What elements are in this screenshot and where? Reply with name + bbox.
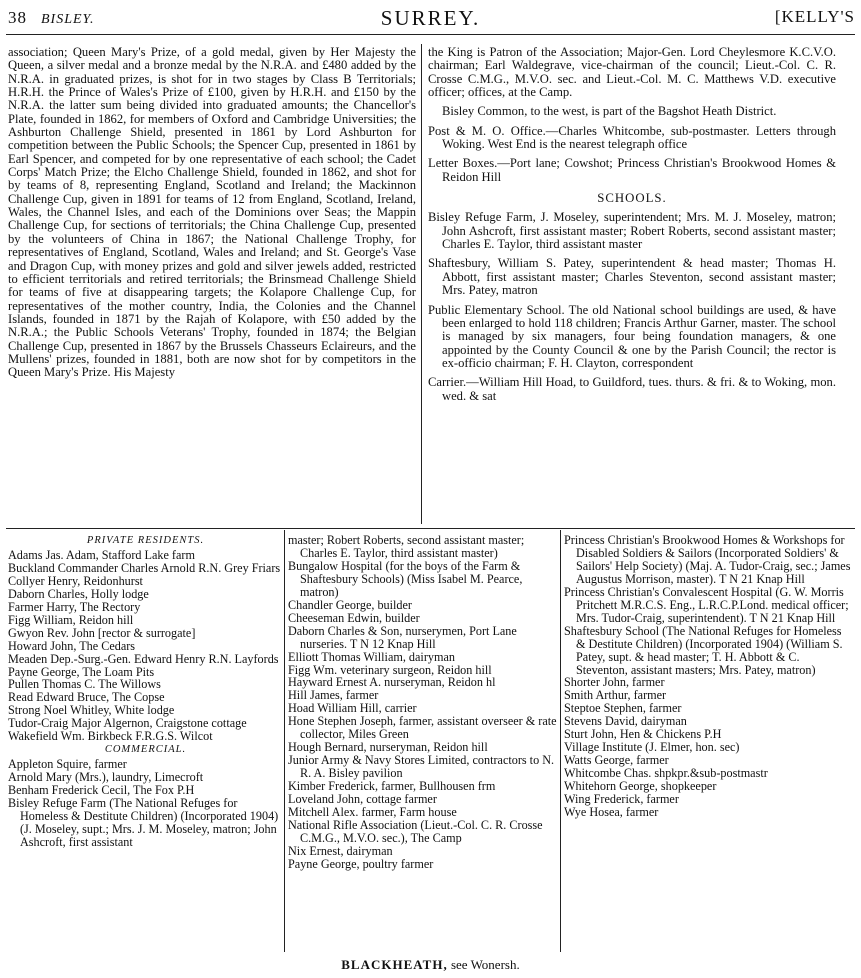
list-item: Mitchell Alex. farmer, Farm house <box>288 805 457 820</box>
page-number: 38 <box>8 8 27 27</box>
list-item: Watts George, farmer <box>564 753 669 768</box>
list-item: Appleton Squire, farmer <box>8 757 127 772</box>
list-item: Collyer Henry, Reidonhurst <box>8 573 143 588</box>
footer-place: BLACKHEATH, <box>341 957 448 972</box>
list-item: Elliott Thomas William, dairyman <box>288 649 455 664</box>
directory-column-2 <box>288 534 558 871</box>
list-item: Hoad William Hill, carrier <box>288 701 417 716</box>
list-item: Junior Army & Navy Stores Limited, contractors to N. R. A. Bisley pavilion <box>288 753 555 781</box>
list-item: Gwyon Rev. John [rector & surrogate] <box>8 625 196 640</box>
list-item: Whitcombe Chas. shpkpr.&sub-postmastr <box>564 766 768 781</box>
list-item: Steptoe Stephen, farmer <box>564 701 682 716</box>
cross-reference-footer <box>0 957 861 973</box>
header-publisher: [KELLY'S <box>774 7 855 26</box>
list-item: Payne George, poultry farmer <box>288 856 434 871</box>
list-item: master; Robert Roberts, second assistant master; Charles E. Taylor, third assistant master) <box>288 533 525 560</box>
list-item: Meaden Dep.-Surg.-Gen. Edward Henry R.N. Layfords <box>8 651 279 666</box>
list-item: Read Edward Bruce, The Copse <box>8 690 165 705</box>
list-item: Buckland Commander Charles Arnold R.N. Grey Friars <box>8 560 281 575</box>
list-item: Bungalow Hospital (for the boys of the Farm & Shaftesbury Schools) (Miss Isabel M. Pearce, matron) <box>288 558 523 599</box>
list-item: Bisley Refuge Farm (The National Refuges for Homeless & Destitute Children) (Incorporated 1904) (J. Moseley, supt.; Mrs. J. M. Moseley, matron; John Ashcroft, first assistant <box>8 796 279 849</box>
list-item: Stevens David, dairyman <box>564 714 687 729</box>
footer-reference: see Wonersh. <box>450 957 520 972</box>
list-item: Nix Ernest, dairyman <box>288 843 393 858</box>
paragraph: Carrier.—William Hill Hoad, to Guildford, tues. thurs. & fri. & to Woking, mon. wed. & sat <box>428 375 836 403</box>
left-text-column <box>8 46 416 386</box>
list-item: Adams Jas. Adam, Stafford Lake farm <box>8 547 195 562</box>
paragraph: Shaftesbury, William S. Patey, superintendent & head master; Thomas H. Abbott, first assistant master; Charles Steventon, second assistant master; Mrs. Patey, matron <box>428 256 836 298</box>
list-item: Shorter John, farmer <box>564 675 665 690</box>
list-item: Hough Bernard, nurseryman, Reidon hill <box>288 740 488 755</box>
list-item: Smith Arthur, farmer <box>564 688 667 703</box>
running-header <box>0 6 861 30</box>
list-item: Wakefield Wm. Birkbeck F.R.G.S. Wilcot <box>8 729 213 744</box>
list-item: Farmer Harry, The Rectory <box>8 599 141 614</box>
directory-column-1 <box>8 534 283 849</box>
paragraph: Bisley Common, to the west, is part of the Bagshot Heath District. <box>442 104 777 119</box>
schools-heading: SCHOOLS. <box>597 191 667 206</box>
list-item: Benham Frederick Cecil, The Fox P.H <box>8 783 195 798</box>
commercial-heading: COMMERCIAL. <box>104 744 187 756</box>
paragraph: Public Elementary School. The old National school buildings are used, & have been enlarged to hold 118 children; Francis Arthur Garner, master. The school is managed by six managers, four being foundation managers, & one appointed by the County Council & one by the Parish Council; the rector is ex-officio chairman; F. H. Clayton, correspondent <box>428 302 836 370</box>
list-item: Village Institute (J. Elmer, hon. sec) <box>564 740 740 755</box>
column-divider <box>284 530 285 952</box>
list-item: National Rifle Association (Lieut.-Col. C. R. Crosse C.M.G., M.V.O. sec.), The Camp <box>288 817 543 845</box>
list-item: Wye Hosea, farmer <box>564 805 659 820</box>
section-rule <box>6 528 855 529</box>
private-residents-heading: PRIVATE RESIDENTS. <box>86 535 205 546</box>
list-item: Princess Christian's Brookwood Homes & Workshops for Disabled Soldiers & Sailors (Incorporated Soldiers' & Sailors' Help Society) (Maj. A. Tudor-Craig, sec.; James Augustus Morrison, master). T N 21 Knap Hill <box>564 533 851 586</box>
list-item: Shaftesbury School (The National Refuges for Homeless & Destitute Children) (Incorporated 1904) (William S. Patey, supt. & head master; T. H. Abbott & C. Steventon, assistant masters; Mrs. Patey, matron) <box>564 623 843 677</box>
list-item: Daborn Charles, Holly lodge <box>8 586 149 601</box>
list-item: Hone Stephen Joseph, farmer, assistant overseer & rate collector, Miles Green <box>288 714 557 742</box>
list-item: Pullen Thomas C. The Willows <box>8 677 161 692</box>
header-county: SURREY. <box>380 6 481 30</box>
list-item: Strong Noel Whitley, White lodge <box>8 703 175 718</box>
list-item: Daborn Charles & Son, nurserymen, Port Lane nurseries. T N 12 Knap Hill <box>288 623 517 651</box>
paragraph: Letter Boxes.—Port lane; Cowshot; Princess Christian's Brookwood Homes & Reidon Hill <box>428 156 836 184</box>
list-item: Kimber Frederick, farmer, Bullhousen frm <box>288 779 496 794</box>
list-item: Payne George, The Loam Pits <box>8 664 155 679</box>
paragraph: Post & M. O. Office.—Charles Whitcombe, sub-postmaster. Letters through Woking. West End is the nearest telegraph office <box>428 123 836 152</box>
list-item: Arnold Mary (Mrs.), laundry, Limecroft <box>8 770 204 785</box>
directory-column-3 <box>564 534 852 819</box>
paragraph: Bisley Refuge Farm, J. Moseley, superintendent; Mrs. M. J. Moseley, matron; John Ashcroft, first assistant master; Robert Roberts, second assistant master; Charles E. Taylor, third assistant master <box>428 210 836 252</box>
list-item: Figg William, Reidon hill <box>8 612 134 627</box>
list-item: Hayward Ernest A. nurseryman, Reidon hl <box>288 675 496 690</box>
list-item: Cheeseman Edwin, builder <box>288 610 420 625</box>
list-item: Loveland John, cottage farmer <box>288 792 437 807</box>
list-item: Princess Christian's Convalescent Hospital (G. W. Morris Pritchett M.R.C.S. Eng., L.R.C.P.Lond. medical officer; Mrs. Tudor-Craig, superintendent). T N 21 Knap Hill <box>564 584 849 625</box>
list-item: Figg Wm. veterinary surgeon, Reidon hill <box>288 662 492 677</box>
list-item: Whitehorn George, shopkeeper <box>564 779 717 794</box>
list-item: Tudor-Craig Major Algernon, Craigstone cottage <box>8 716 247 731</box>
header-rule <box>6 34 855 35</box>
list-item: Howard John, The Cedars <box>8 638 136 653</box>
paragraph: the King is Patron of the Association; Major-Gen. Lord Cheylesmore K.C.V.O. chairman; Earl Waldegrave, vice-chairman of the council; Lieut.-Col. C. R. Crosse C.M.G., M.V.O. sec. and Lieut.-Col. M. C. Matthews V.D. executive officer; offices, at the Camp. <box>428 45 836 100</box>
column-divider <box>421 44 422 524</box>
list-item: Chandler George, builder <box>288 597 412 612</box>
list-item: Sturt John, Hen & Chickens P.H <box>564 727 722 742</box>
header-place: BISLEY. <box>41 12 95 27</box>
right-text-column <box>428 46 836 409</box>
list-item: Hill James, farmer <box>288 688 379 703</box>
column-divider <box>560 530 561 952</box>
list-item: Wing Frederick, farmer <box>564 792 679 807</box>
paragraph: association; Queen Mary's Prize, of a gold medal, given by Her Majesty the Queen, a silver medal and a bronze medal by the N.R.A. and £480 added by the N.R.A. in graduated prizes, is shot for in two stages by Class B Territorials; H.R.H. the Prince of Wales's Prize of £100, given by H.R.H. and £150 by the N.R.A. the latter sum being divided into graduated amounts; the Chancellor's Plate, founded in 1862, for members of Oxford and Cambridge Universities; the Ashburton Challenge Shield, presented in 1861 by Lord Ashburton for competition between the Public Schools; the Spencer Cup, presented in 1861 by Earl Spencer, and competed for by one representative of each school; the Cadet Corps' Match Prize; the Elcho Challenge Shield, founded in 1862, and shot for by teams of 8, representing England, Scotland and Ireland; the Mackinnon Challenge Cup, given in 1891 for teams of 12 from England, Scotland, Ireland, Wales, the Channel Isles, and each of the Dominions over Seas; the Mappin Challenge Cup, for sections of territorials; the China Challenge Cup, presented by the volunteers of China in 1867; the National Challenge Trophy, for representatives of England, Scotland, Wales and Ireland; and St. George's Vase and Dragon Cup, with money prizes and gold and silver jewels added, restricted to efficient territorials and retired territorials; the Brinsmead Challenge Shield for teams of five at disappearing targets; the Kolapore Challenge Cup, for representatives of the mother country, India, the Colonies and the Channel Islands, founded in 1871 by the Rajah of Kolapore, with £50 added by the N.R.A.; the Public Schools Veterans' Trophy, founded in 1874; the Belgian Challenge Cup, presented in 1867 by the Brussels Chasseurs Eclaireurs, and the Mullens' prizes, founded in 1881, both are now shot for by competitors in the Queen Mary's Prize. His Majesty <box>8 45 416 380</box>
